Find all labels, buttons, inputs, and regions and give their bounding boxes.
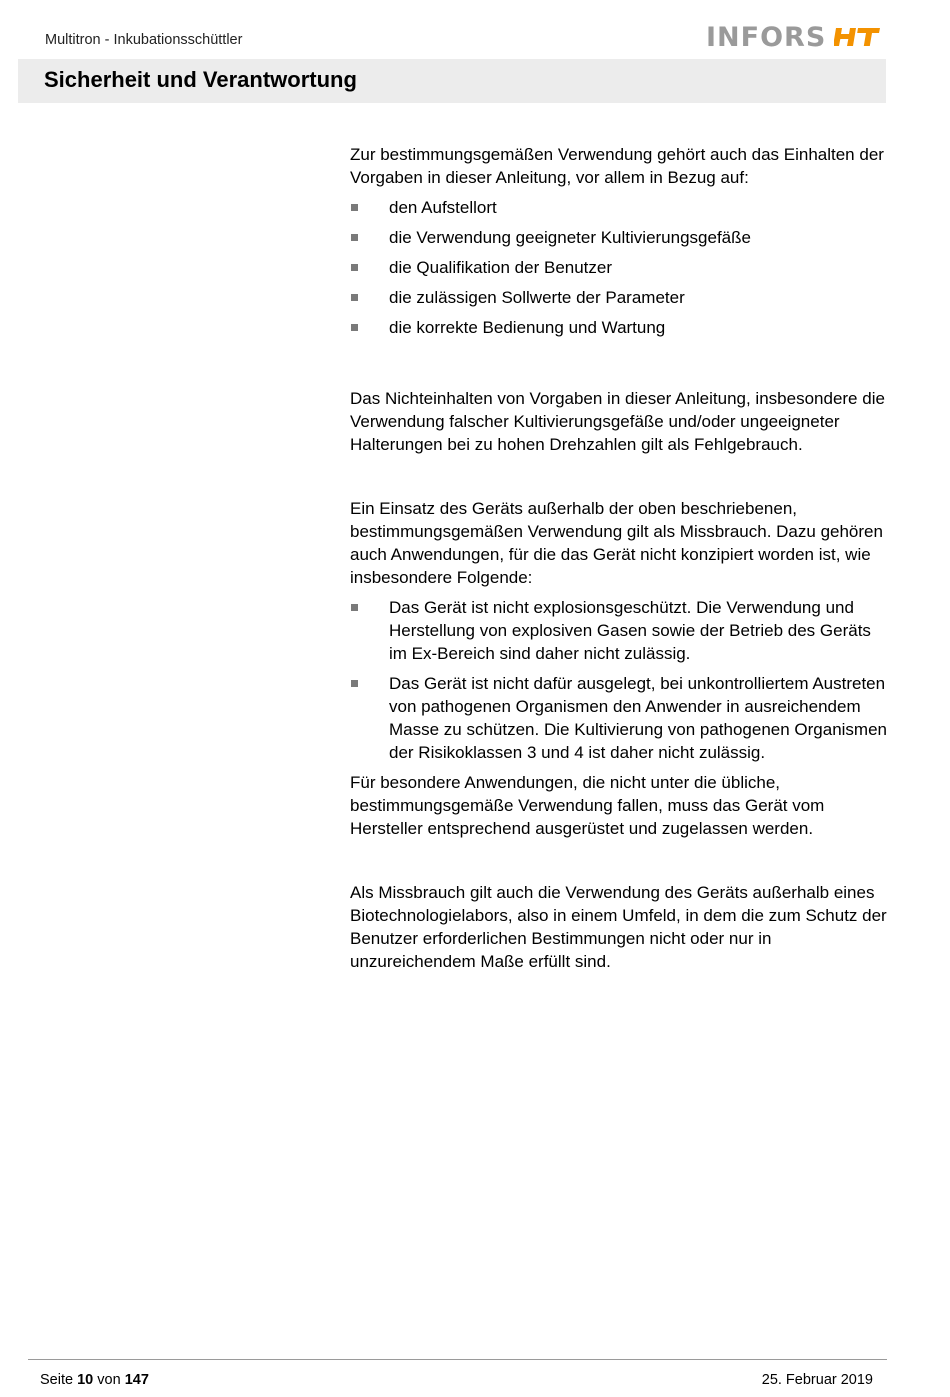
footer-divider xyxy=(28,1359,887,1360)
infors-ht-logo xyxy=(706,22,880,52)
list-item: Das Gerät ist nicht dafür ausgelegt, bei unkontrolliertem Austreten von pathogenen Organismen den Anwender in ausreichendem Masse zu schützen. Die Kultivierung von pathogenen Organismen der Risikoklassen 3 und 4 ist daher nicht zulässig. xyxy=(350,672,890,764)
square-bullet-icon xyxy=(351,264,358,271)
current-page: 10 xyxy=(77,1372,94,1388)
square-bullet-icon xyxy=(351,294,358,301)
square-bullet-icon xyxy=(351,204,358,211)
page-indicator: Seite 10 von 147 xyxy=(40,1372,149,1388)
square-bullet-icon xyxy=(351,234,358,241)
square-bullet-icon xyxy=(351,680,358,687)
list-item: die Verwendung geeigneter Kultivierungsgefäße xyxy=(350,226,890,249)
chapter-bar xyxy=(18,59,886,103)
document-title: Multitron - Inkubationsschüttler xyxy=(45,32,243,48)
list-item: die korrekte Bedienung und Wartung xyxy=(350,316,890,339)
main-content xyxy=(350,143,890,973)
list-item: Das Gerät ist nicht explosionsgeschützt. Die Verwendung und Herstellung von explosiven Gasen sowie der Betrieb des Geräts im Ex-Bereich sind daher nicht zulässig. xyxy=(350,596,890,665)
special-applications-paragraph: Für besondere Anwendungen, die nicht unter die übliche, bestimmungsgemäße Verwendung fallen, muss das Gerät vom Hersteller entsprechend ausgerüstet und zugelassen werden. xyxy=(350,773,825,838)
square-bullet-icon xyxy=(351,604,358,611)
list-item: die Qualifikation der Benutzer xyxy=(350,256,890,279)
improper-use-list xyxy=(350,596,890,764)
logo-ht-icon xyxy=(834,26,880,48)
list-item: die zulässigen Sollwerte der Parameter xyxy=(350,286,890,309)
list-item: den Aufstellort xyxy=(350,196,890,219)
usage-requirements-list xyxy=(350,196,890,339)
logo-text: INFORS xyxy=(706,21,827,53)
intro-paragraph: Zur bestimmungsgemäßen Verwendung gehört auch das Einhalten der Vorgaben in dieser Anleitung, vor allem in Bezug auf: xyxy=(350,145,884,187)
improper-use-paragraph: Ein Einsatz des Geräts außerhalb der oben beschriebenen, bestimmungsgemäßen Verwendung gilt als Missbrauch. Dazu gehören auch Anwendungen, für die das Gerät nicht konzipiert worden ist, wie insbesondere Folgende: xyxy=(350,499,883,587)
document-date: 25. Februar 2019 xyxy=(761,1372,873,1388)
laboratory-misuse-paragraph: Als Missbrauch gilt auch die Verwendung des Geräts außerhalb eines Biotechnologielabors, also in einem Umfeld, in dem die zum Schutz der Benutzer erforderlichen Bestimmungen nicht oder nur in unzureichendem Maße erfüllt sind. xyxy=(350,883,887,971)
total-pages: 147 xyxy=(124,1372,149,1388)
chapter-title: Sicherheit und Verantwortung xyxy=(44,67,357,92)
square-bullet-icon xyxy=(351,324,358,331)
misuse-paragraph: Das Nichteinhalten von Vorgaben in dieser Anleitung, insbesondere die Verwendung falscher Kultivierungsgefäße und/oder ungeeigneter Halterungen bei zu hohen Drehzahlen gilt als Fehlgebrauch. xyxy=(350,389,885,454)
